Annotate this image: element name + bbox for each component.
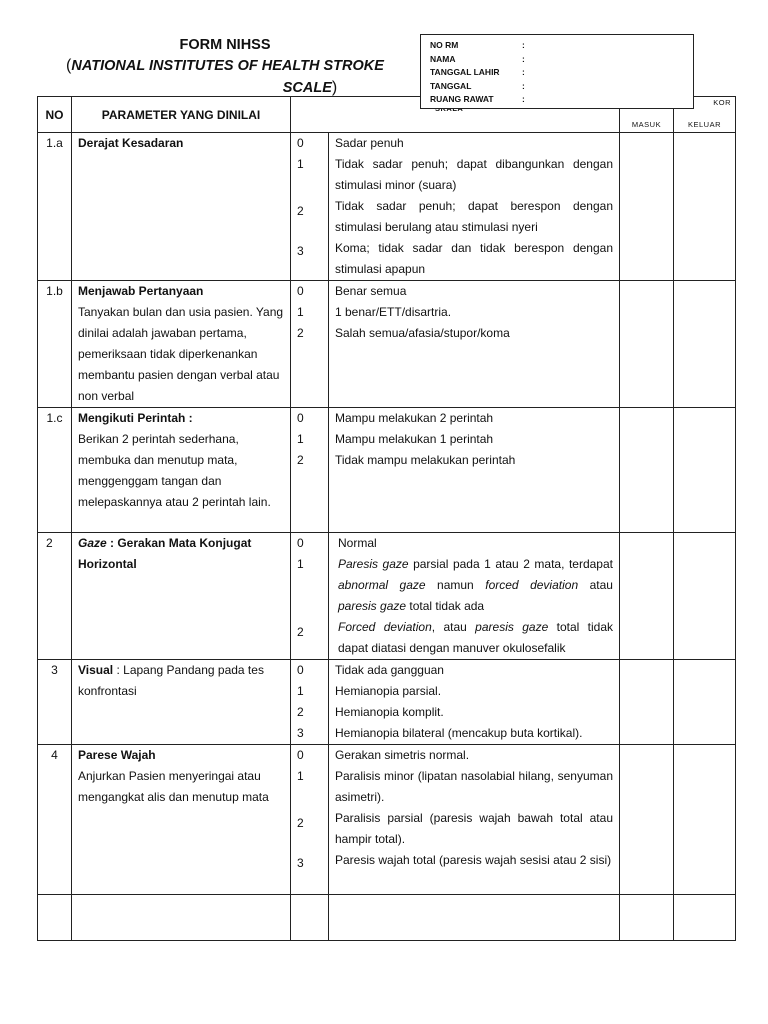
score-masuk-cell[interactable] [620,408,674,533]
score-keluar-cell[interactable] [674,745,736,895]
patient-field-tanggal-lahir[interactable]: TANGGAL LAHIR : [430,67,525,77]
score-masuk-cell[interactable] [620,660,674,745]
table-row-empty [38,895,736,941]
gaze-code-1-desc: Paresis gaze parsial pada 1 atau 2 mata, terdapat abnormal gaze namun forced deviation atau paresis gaze total tidak ada [338,557,613,613]
header-masuk: MASUK [620,97,674,133]
score-masuk-cell[interactable] [620,533,674,660]
patient-field-tanggal[interactable]: TANGGAL : [430,81,525,91]
score-keluar-cell[interactable] [674,281,736,408]
patient-field-nama[interactable]: NAMA : [430,54,525,64]
row-codes: 0 1 2 [291,533,329,660]
row-codes: 0 1 2 3 [291,745,329,895]
patient-info-box [420,34,694,109]
row-number: 3 [38,660,72,745]
form-title-line1: FORM NIHSS [179,37,271,53]
patient-field-ruang-rawat[interactable]: RUANG RAWAT : [430,94,525,104]
row-descriptions: Tidak ada gangguan Hemianopia parsial. Hemianopia komplit. Hemianopia bilateral (mencakup buta kortikal). [329,660,620,745]
row-codes: 0 1 2 3 [291,660,329,745]
form-title-line2: (NATIONAL INSTITUTES OF HEALTH STROKE [66,57,384,74]
score-masuk-cell[interactable] [620,281,674,408]
gaze-code-2-desc: Forced deviation, atau paresis gaze total tidak dapat diatasi dengan manuver okulosefalik [338,620,614,655]
row-parameter: Gaze : Gerakan Mata Konjugat Horizontal [72,533,291,660]
header-parameter: PARAMETER YANG DINILAI [72,97,291,133]
row-codes: 0 1 2 [291,408,329,533]
row-parameter: Visual : Lapang Pandang pada tes konfrontasi [72,660,291,745]
row-parameter: Derajat Kesadaran [72,133,291,281]
nihss-table [37,96,736,941]
table-row [38,745,736,895]
empty-cell[interactable] [72,895,291,941]
row-descriptions: Benar semua 1 benar/ETT/disartria. Salah semua/afasia/stupor/koma [329,281,620,408]
score-keluar-cell[interactable] [674,408,736,533]
empty-cell[interactable] [38,895,72,941]
table-row [38,408,736,533]
row-number: 1.c [38,408,72,533]
row-number: 4 [38,745,72,895]
empty-cell[interactable] [329,895,620,941]
row-number: 1.b [38,281,72,408]
row-descriptions: Normal Paresis gaze parsial pada 1 atau 2 mata, terdapat abnormal gaze namun forced deviation atau paresis gaze total tidak ada Forced deviation, atau paresis gaze total tidak dapat diatasi dengan manuver okulosefalik [329,533,620,660]
table-row [38,533,736,660]
score-masuk-cell[interactable] [620,895,674,941]
row-descriptions: Gerakan simetris normal. Paralisis minor (lipatan nasolabial hilang, senyuman asimetri). Paralisis parsial (paresis wajah bawah total atau hampir total). Paresis wajah total (paresis wajah sesisi atau 2 sisi) [329,745,620,895]
row-parameter: Menjawab Pertanyaan Tanyakan bulan dan usia pasien. Yang dinilai adalah jawaban pertama, pemeriksaan tidak diperkenankan membantu pasien dengan verbal atau non verbal [72,281,291,408]
empty-cell[interactable] [291,895,329,941]
score-keluar-cell[interactable] [674,133,736,281]
row-number: 1.a [38,133,72,281]
score-keluar-cell[interactable] [674,533,736,660]
row-descriptions: Mampu melakukan 2 perintah Mampu melakukan 1 perintah Tidak mampu melakukan perintah [329,408,620,533]
score-masuk-cell[interactable] [620,133,674,281]
header-no: NO [38,97,72,133]
row-descriptions: Sadar penuh Tidak sadar penuh; dapat dibangunkan dengan stimulasi minor (suara) Tidak sadar penuh; dapat berespon dengan stimulasi berulang atau stimulasi nyeri Koma; tidak sadar dan tidak berespon dengan stimulasi apapun [329,133,620,281]
table-row [38,660,736,745]
table-row [38,281,736,408]
row-parameter: Parese Wajah Anjurkan Pasien menyeringai atau mengangkat alis dan menutup mata [72,745,291,895]
row-parameter: Mengikuti Perintah : Berikan 2 perintah sederhana, membuka dan menutup mata, menggenggam tangan dan melepaskannya atau 2 perintah lain. [72,408,291,533]
score-keluar-cell[interactable] [674,660,736,745]
score-keluar-cell[interactable] [674,895,736,941]
row-number: 2 [38,533,72,660]
score-masuk-cell[interactable] [620,745,674,895]
header-keluar: KOR KELUAR [674,97,736,133]
skor-header-partial: KOR [713,98,731,107]
form-title-line3: SCALE) [282,79,338,96]
table-row [38,133,736,281]
row-codes: 0 1 2 3 [291,133,329,281]
patient-field-no-rm[interactable]: NO RM : [430,40,525,50]
row-codes: 0 1 2 [291,281,329,408]
